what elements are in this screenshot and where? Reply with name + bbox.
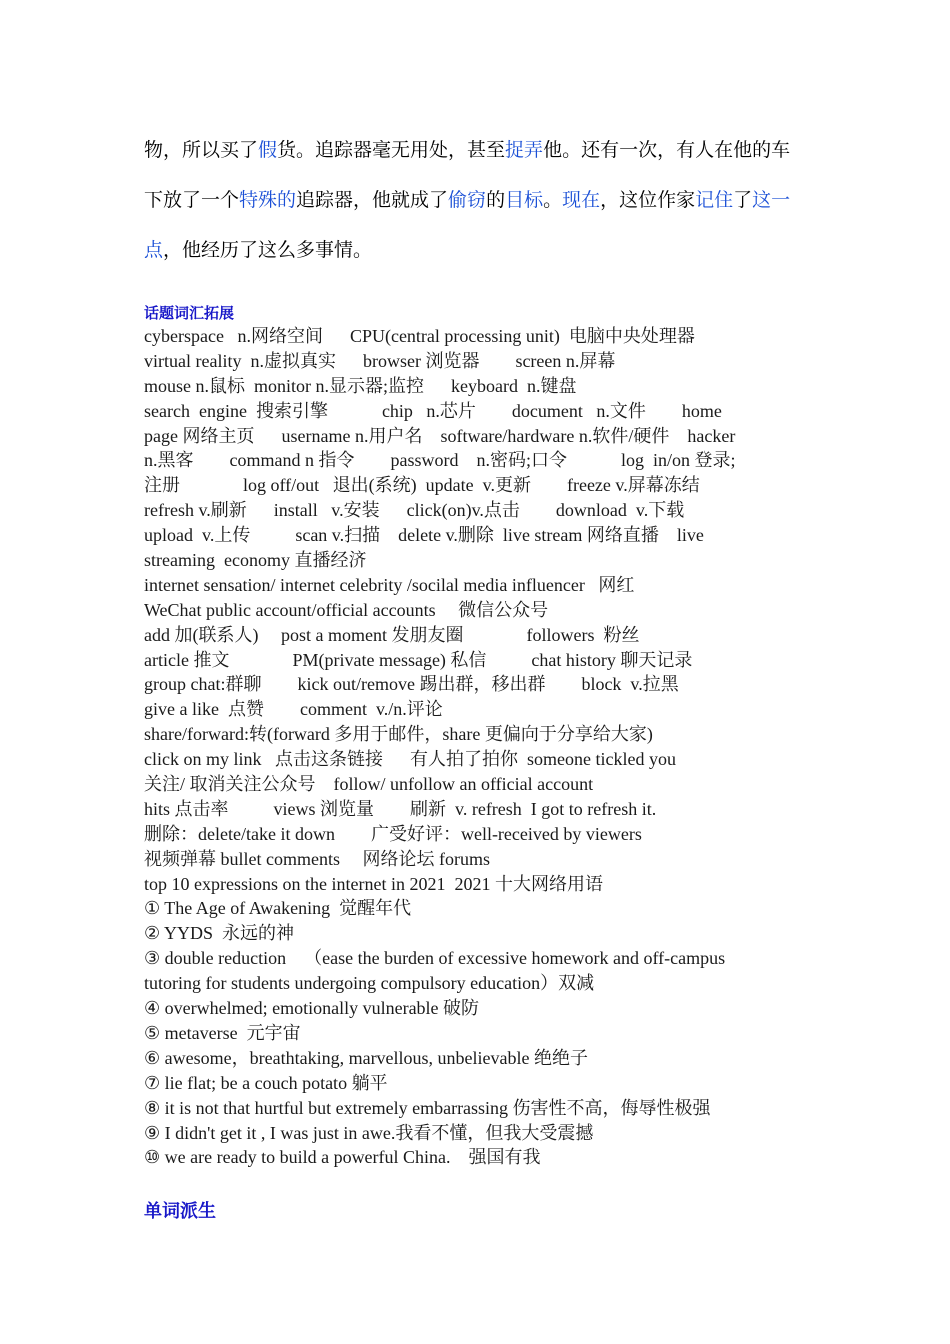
vocab-line: upload v.上传 scan v.扫描 delete v.删除 live stream 网络直播 live xyxy=(144,525,704,546)
vocab-line: share/forward:转(forward 多用于邮件，share 更偏向于分享给大家) xyxy=(144,724,653,745)
text-segment: ，这位作家 xyxy=(600,189,696,211)
text-segment: 下放了一个 xyxy=(144,189,240,211)
vocab-line: give a like 点赞 comment v./n.评论 xyxy=(144,699,443,720)
vocab-line: hits 点击率 views 浏览量 刷新 v. refresh I got to refresh it. xyxy=(144,798,657,819)
vocab-line: WeChat public account/official accounts 微信公众号 xyxy=(144,599,549,620)
intro-line-2 xyxy=(144,188,814,212)
text-segment: 的 xyxy=(486,189,506,211)
vocab-line: ⑤ metaverse 元宇宙 xyxy=(144,1022,301,1043)
vocab-line: ② YYDS 永远的神 xyxy=(144,923,294,944)
intro-line-1 xyxy=(144,138,814,162)
highlighted-word: 假 xyxy=(258,139,278,161)
vocab-line: ⑩ we are ready to build a powerful China. 强国有我 xyxy=(144,1147,541,1168)
vocab-line: top 10 expressions on the internet in 2021 2021 十大网络用语 xyxy=(144,873,603,894)
vocab-line: tutoring for students undergoing compulsory education）双减 xyxy=(144,973,595,994)
vocab-line: 注册 log off/out 退出(系统) update v.更新 freeze v.屏幕冻结 xyxy=(144,475,700,496)
text-segment: 他。还有一次，有人在他的车 xyxy=(543,139,791,161)
intro-line-3 xyxy=(144,238,814,262)
vocabulary-list xyxy=(144,324,814,1170)
section-title-word-derivation: 单词派生 xyxy=(144,1201,216,1222)
vocab-line: n.黑客 command n 指令 password n.密码;口令 log in/on 登录; xyxy=(144,450,736,471)
vocab-line: ③ double reduction （ease the burden of excessive homework and off-campus xyxy=(144,948,726,969)
text-segment: 货。追踪器毫无用处，甚至 xyxy=(277,139,506,161)
vocab-line: article 推文 PM(private message) 私信 chat history 聊天记录 xyxy=(144,649,693,670)
vocab-line: add 加(联系人) post a moment 发朋友圈 followers 粉丝 xyxy=(144,624,640,645)
highlighted-word: 这一 xyxy=(752,189,791,211)
highlighted-word: 特殊的 xyxy=(239,189,297,211)
highlighted-word: 点 xyxy=(144,239,164,261)
vocab-line: ① The Age of Awakening 觉醒年代 xyxy=(144,898,412,919)
vocab-line: cyberspace n.网络空间 CPU(central processing unit) 电脑中央处理器 xyxy=(144,326,695,346)
text-segment: 物，所以买了 xyxy=(144,139,259,161)
vocab-line: group chat:群聊 kick out/remove 踢出群，移出群 block v.拉黑 xyxy=(144,674,679,695)
highlighted-word: 捉弄 xyxy=(505,139,544,161)
vocab-line: virtual reality n.虚拟真实 browser 浏览器 screen n.屏幕 xyxy=(144,350,616,371)
vocab-line: ④ overwhelmed; emotionally vulnerable 破防 xyxy=(144,998,480,1019)
vocab-line: ⑥ awesome，breathtaking, marvellous, unbelievable 绝绝子 xyxy=(144,1047,589,1068)
text-segment: 。 xyxy=(543,189,563,211)
vocab-line: ⑨ I didn't get it , I was just in awe.我看不懂，但我大受震撼 xyxy=(144,1122,594,1143)
highlighted-word: 偷窃 xyxy=(448,189,487,211)
vocab-line: page 网络主页 username n.用户名 software/hardware n.软件/硬件 hacker xyxy=(144,425,736,446)
vocab-line: refresh v.刷新 install v.安装 click(on)v.点击 download v.下载 xyxy=(144,500,685,521)
text-segment: ，他经历了这么多事情。 xyxy=(163,239,373,261)
highlighted-word: 现在 xyxy=(562,189,601,211)
vocab-line: ⑦ lie flat; be a couch potato 躺平 xyxy=(144,1072,388,1093)
text-segment: 了 xyxy=(733,189,753,211)
vocab-line: 关注/ 取消关注公众号 follow/ unfollow an official account xyxy=(144,774,594,795)
vocab-line: ⑧ it is not that hurtful but extremely embarrassing 伤害性不高，侮辱性极强 xyxy=(144,1097,711,1118)
highlighted-word: 目标 xyxy=(505,189,544,211)
vocab-line: click on my link 点击这条链接 有人拍了拍你 someone tickled you xyxy=(144,749,676,770)
vocab-line: search engine 搜索引擎 chip n.芯片 document n.文件 home xyxy=(144,400,722,421)
text-segment: 追踪器，他就成了 xyxy=(296,189,449,211)
highlighted-word: 记住 xyxy=(695,189,734,211)
vocab-line: internet sensation/ internet celebrity /socilal media influencer 网红 xyxy=(144,574,635,595)
vocab-line: 视频弹幕 bullet comments 网络论坛 forums xyxy=(144,848,490,869)
vocab-line: mouse n.鼠标 monitor n.显示器;监控 keyboard n.键盘 xyxy=(144,375,577,396)
vocab-line: 删除：delete/take it down 广受好评：well-received by viewers xyxy=(144,823,642,844)
vocab-line: streaming economy 直播经济 xyxy=(144,550,367,571)
section-title-topic-vocabulary: 话题词汇拓展 xyxy=(144,304,235,322)
